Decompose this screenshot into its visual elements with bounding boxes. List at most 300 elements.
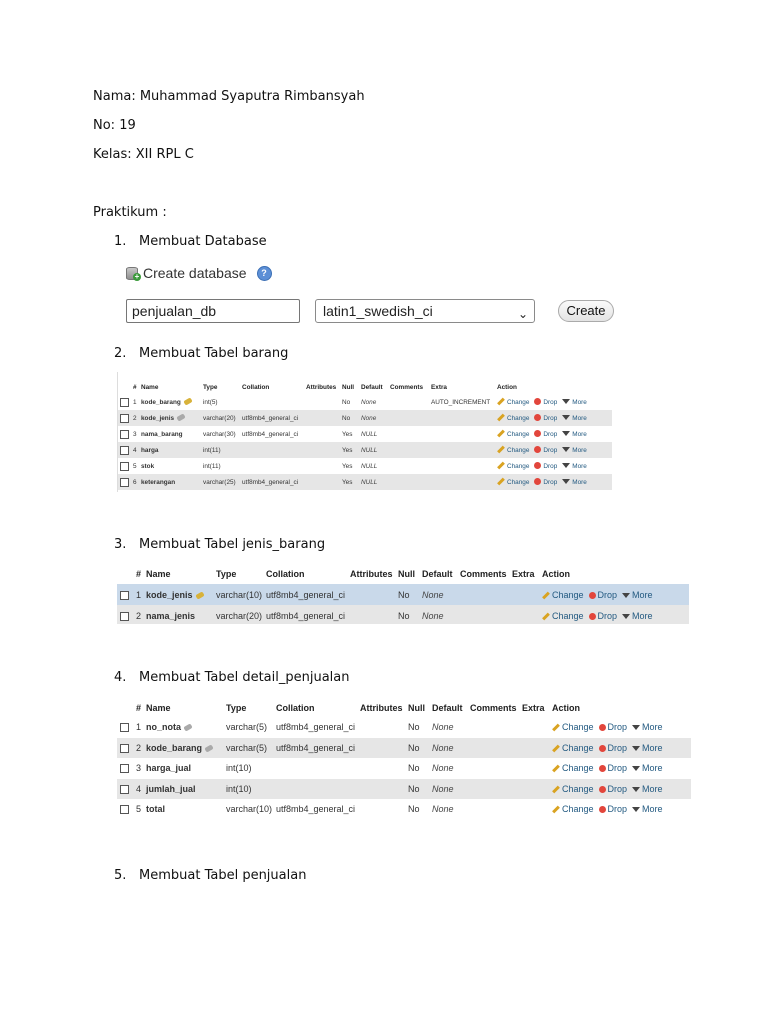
column-null: No — [340, 410, 359, 426]
row-number: 2 — [133, 605, 143, 624]
table-row — [118, 410, 612, 426]
row-select-cell — [118, 442, 131, 458]
pencil-icon — [542, 612, 550, 620]
column-header-null: Null — [408, 703, 425, 713]
drop-label: Drop — [607, 804, 628, 815]
column-name: keterangan — [141, 478, 176, 486]
column-actions — [495, 394, 612, 410]
row-number: 5 — [133, 799, 143, 820]
column-type: int(11) — [201, 442, 240, 458]
column-header-null: Null — [398, 569, 415, 579]
column-attributes — [304, 458, 340, 474]
column-name: kode_barang — [146, 742, 203, 753]
triangle-down-icon — [562, 479, 570, 484]
drop-label: Drop — [597, 610, 618, 621]
step-title: Membuat Tabel penjualan — [139, 868, 307, 883]
change-label: Change — [562, 742, 594, 753]
row-select-cell — [117, 799, 133, 820]
triangle-down-icon — [632, 807, 640, 812]
column-extra — [519, 758, 549, 779]
student-name: Nama: Muhammad Syaputra Rimbansyah — [93, 89, 365, 104]
column-null: No — [395, 605, 419, 624]
column-null: Yes — [340, 474, 359, 490]
row-number: 2 — [131, 410, 139, 426]
table-row — [118, 394, 612, 410]
drop-icon — [589, 613, 596, 620]
triangle-down-icon — [622, 593, 630, 598]
column-collation: utf8mb4_general_ci — [263, 605, 347, 624]
pencil-icon — [542, 591, 550, 599]
column-name: total — [146, 804, 165, 815]
step-title: Membuat Tabel barang — [139, 346, 289, 361]
more-action[interactable] — [562, 431, 587, 438]
row-select-cell — [117, 584, 133, 605]
change-action[interactable] — [497, 479, 529, 486]
pencil-icon — [497, 478, 505, 486]
row-checkbox[interactable] — [120, 478, 129, 487]
triangle-down-icon — [632, 766, 640, 771]
column-name-cell — [143, 779, 223, 800]
column-null: No — [405, 779, 429, 800]
more-action[interactable] — [562, 415, 587, 422]
change-label: Change — [562, 804, 594, 815]
column-comments — [467, 799, 519, 820]
table-row — [118, 442, 612, 458]
column-name-cell — [143, 738, 223, 759]
column-actions — [549, 799, 691, 820]
column-attributes — [357, 717, 405, 738]
column-default: None — [429, 758, 467, 779]
pencil-icon — [552, 806, 560, 814]
column-header-comments: Comments — [460, 569, 507, 579]
column-default: None — [419, 584, 457, 605]
row-number: 5 — [131, 458, 139, 474]
drop-action[interactable] — [589, 611, 618, 621]
column-name-cell — [139, 410, 201, 426]
column-comments — [467, 779, 519, 800]
more-label: More — [572, 478, 587, 486]
header-select-cell — [117, 564, 133, 584]
change-action[interactable] — [497, 447, 529, 454]
drop-label: Drop — [607, 763, 628, 774]
more-label: More — [642, 783, 663, 794]
drop-label: Drop — [543, 478, 558, 486]
column-comments — [467, 738, 519, 759]
column-header-collation: Collation — [276, 703, 315, 713]
column-actions — [539, 584, 689, 605]
table-row — [118, 474, 612, 490]
column-header-comments: Comments — [470, 703, 517, 713]
column-actions — [549, 717, 691, 738]
more-action[interactable] — [632, 722, 663, 732]
row-checkbox[interactable] — [120, 744, 129, 753]
drop-label: Drop — [543, 398, 558, 406]
more-label: More — [642, 722, 663, 733]
row-checkbox[interactable] — [120, 414, 129, 423]
column-type: int(11) — [201, 458, 240, 474]
row-checkbox[interactable] — [120, 398, 129, 407]
detail-penjualan-structure-screenshot — [117, 699, 691, 821]
column-attributes — [357, 758, 405, 779]
row-checkbox[interactable] — [120, 446, 129, 455]
drop-icon — [534, 478, 541, 485]
column-header-action: Action — [542, 569, 570, 579]
column-type: varchar(30) — [201, 426, 240, 442]
row-checkbox[interactable] — [120, 462, 129, 471]
triangle-down-icon — [562, 399, 570, 404]
step-number: 5. — [114, 868, 127, 883]
column-default: NULL — [359, 474, 388, 490]
column-null: No — [405, 717, 429, 738]
triangle-down-icon — [562, 447, 570, 452]
column-extra — [429, 426, 495, 442]
pencil-icon — [497, 398, 505, 406]
database-name-input[interactable]: penjualan_db — [126, 299, 300, 323]
help-icon[interactable]: ? — [257, 266, 272, 281]
drop-action[interactable] — [534, 399, 557, 406]
column-default: NULL — [359, 442, 388, 458]
row-checkbox[interactable] — [120, 785, 129, 794]
step-2-heading — [114, 346, 288, 361]
more-action[interactable] — [562, 463, 587, 470]
column-actions — [495, 410, 612, 426]
drop-label: Drop — [607, 742, 628, 753]
row-checkbox[interactable] — [120, 591, 129, 600]
table-row — [117, 605, 689, 624]
column-name: nama_barang — [141, 430, 183, 438]
column-header-attributes: Attributes — [360, 703, 403, 713]
column-comments — [457, 584, 509, 605]
column-attributes — [304, 474, 340, 490]
column-extra — [429, 442, 495, 458]
table-row — [117, 717, 691, 738]
column-header-number: # — [136, 703, 142, 713]
drop-action[interactable] — [599, 743, 628, 753]
column-collation: utf8mb4_general_ci — [273, 799, 357, 820]
triangle-down-icon — [632, 725, 640, 730]
pencil-icon — [552, 765, 560, 773]
change-action[interactable] — [552, 804, 594, 814]
drop-action[interactable] — [534, 415, 557, 422]
column-extra — [519, 779, 549, 800]
column-header-name: Name — [146, 569, 171, 579]
column-type: varchar(10) — [213, 584, 263, 605]
column-header-name: Name — [146, 703, 171, 713]
column-extra — [429, 474, 495, 490]
more-action[interactable] — [562, 447, 587, 454]
more-action[interactable] — [622, 611, 653, 621]
column-name-cell — [139, 458, 201, 474]
change-action[interactable] — [497, 463, 529, 470]
drop-action[interactable] — [599, 784, 628, 794]
change-label: Change — [562, 763, 594, 774]
column-header-extra: Extra — [431, 384, 447, 391]
drop-action[interactable] — [534, 463, 557, 470]
column-name: kode_jenis — [141, 414, 175, 422]
change-label: Change — [552, 589, 584, 600]
column-actions — [495, 426, 612, 442]
column-extra: AUTO_INCREMENT — [429, 394, 495, 410]
row-select-cell — [117, 779, 133, 800]
step-1-heading — [114, 234, 267, 249]
drop-icon — [599, 786, 606, 793]
column-extra — [519, 799, 549, 820]
column-name: no_nota — [146, 722, 181, 733]
table-row — [117, 758, 691, 779]
header-select-cell — [117, 699, 133, 717]
column-extra — [519, 717, 549, 738]
column-type: varchar(5) — [223, 738, 273, 759]
more-action[interactable] — [632, 763, 663, 773]
column-null: Yes — [340, 426, 359, 442]
column-name-cell — [143, 605, 213, 624]
header-select-cell — [118, 381, 131, 394]
column-name: harga — [141, 446, 159, 454]
drop-icon — [534, 430, 541, 437]
row-number: 4 — [133, 779, 143, 800]
column-name: nama_jenis — [146, 610, 196, 621]
column-attributes — [304, 426, 340, 442]
drop-label: Drop — [543, 446, 558, 454]
drop-icon — [599, 745, 606, 752]
more-label: More — [572, 446, 587, 454]
row-number: 2 — [133, 738, 143, 759]
drop-icon — [589, 592, 596, 599]
row-checkbox[interactable] — [120, 805, 129, 814]
column-extra — [509, 605, 539, 624]
column-collation — [273, 779, 357, 800]
change-action[interactable] — [542, 590, 584, 600]
jenis-barang-structure-table — [117, 564, 689, 624]
column-null: No — [405, 758, 429, 779]
change-action[interactable] — [552, 784, 594, 794]
collation-select[interactable] — [315, 299, 535, 323]
more-action[interactable] — [632, 784, 663, 794]
drop-icon — [534, 398, 541, 405]
jenis-barang-structure-screenshot — [117, 564, 689, 624]
drop-icon — [599, 724, 606, 731]
triangle-down-icon — [562, 415, 570, 420]
drop-label: Drop — [543, 414, 558, 422]
column-header-default: Default — [361, 384, 383, 391]
create-button[interactable]: Create — [558, 300, 614, 322]
column-name-cell — [143, 584, 213, 605]
chevron-down-icon: ⌄ — [517, 307, 528, 321]
change-action[interactable] — [552, 763, 594, 773]
column-type: varchar(10) — [223, 799, 273, 820]
column-header-attributes: Attributes — [350, 569, 393, 579]
column-attributes — [357, 738, 405, 759]
row-checkbox[interactable] — [120, 764, 129, 773]
change-label: Change — [507, 398, 530, 406]
triangle-down-icon — [632, 787, 640, 792]
drop-action[interactable] — [534, 479, 557, 486]
column-default: None — [429, 738, 467, 759]
column-actions — [549, 758, 691, 779]
row-number: 4 — [131, 442, 139, 458]
pencil-icon — [497, 414, 505, 422]
column-header-attributes: Attributes — [306, 384, 337, 391]
drop-label: Drop — [607, 722, 628, 733]
change-label: Change — [562, 783, 594, 794]
column-header-number: # — [133, 384, 137, 391]
row-select-cell — [118, 426, 131, 442]
column-name: stok — [141, 462, 155, 470]
column-collation — [240, 442, 304, 458]
column-header-extra: Extra — [512, 569, 535, 579]
column-header-number: # — [136, 569, 142, 579]
change-action[interactable] — [497, 399, 529, 406]
column-actions — [549, 738, 691, 759]
column-type: int(5) — [201, 394, 240, 410]
column-header-comments: Comments — [390, 384, 424, 391]
column-collation: utf8mb4_general_ci — [273, 738, 357, 759]
more-action[interactable] — [562, 399, 587, 406]
column-comments — [388, 394, 429, 410]
index-key-icon — [204, 744, 213, 752]
column-header-type: Type — [226, 703, 247, 713]
more-label: More — [572, 398, 587, 406]
column-type: int(10) — [223, 779, 273, 800]
change-action[interactable] — [552, 743, 594, 753]
column-attributes — [357, 799, 405, 820]
row-checkbox[interactable] — [120, 612, 129, 621]
praktikum-label: Praktikum : — [93, 205, 167, 220]
pencil-icon — [552, 785, 560, 793]
column-extra — [519, 738, 549, 759]
more-label: More — [572, 414, 587, 422]
column-collation: utf8mb4_general_ci — [263, 584, 347, 605]
drop-icon — [534, 446, 541, 453]
column-attributes — [357, 779, 405, 800]
change-action[interactable] — [552, 722, 594, 732]
barang-structure-screenshot — [117, 372, 612, 492]
column-null: Yes — [340, 458, 359, 474]
column-header-collation: Collation — [266, 569, 305, 579]
column-actions — [539, 605, 689, 624]
more-label: More — [642, 742, 663, 753]
change-action[interactable] — [542, 611, 584, 621]
more-label: More — [632, 610, 653, 621]
column-header-default: Default — [432, 703, 463, 713]
table-row — [118, 458, 612, 474]
step-5-heading — [114, 868, 306, 883]
column-header-action: Action — [497, 384, 517, 391]
column-comments — [388, 426, 429, 442]
pencil-icon — [497, 446, 505, 454]
column-collation — [240, 458, 304, 474]
table-row — [117, 584, 689, 605]
column-name: kode_barang — [141, 398, 181, 406]
change-label: Change — [507, 430, 530, 438]
column-null: Yes — [340, 442, 359, 458]
more-action[interactable] — [622, 590, 653, 600]
column-comments — [457, 605, 509, 624]
column-default: NULL — [359, 458, 388, 474]
row-select-cell — [117, 605, 133, 624]
column-name-cell — [143, 799, 223, 820]
column-comments — [388, 458, 429, 474]
drop-action[interactable] — [534, 431, 557, 438]
column-default: None — [429, 717, 467, 738]
more-action[interactable] — [562, 479, 587, 486]
pencil-icon — [552, 744, 560, 752]
change-label: Change — [507, 414, 530, 422]
column-null: No — [405, 799, 429, 820]
column-extra — [429, 458, 495, 474]
drop-action[interactable] — [599, 804, 628, 814]
row-checkbox[interactable] — [120, 723, 129, 732]
change-action[interactable] — [497, 415, 529, 422]
column-default: NULL — [359, 426, 388, 442]
step-3-heading — [114, 537, 325, 552]
triangle-down-icon — [632, 746, 640, 751]
change-label: Change — [562, 722, 594, 733]
step-title: Membuat Tabel detail_penjualan — [139, 670, 350, 685]
pencil-icon — [497, 430, 505, 438]
step-4-heading — [114, 670, 349, 685]
row-select-cell — [118, 458, 131, 474]
drop-action[interactable] — [599, 763, 628, 773]
row-number: 1 — [133, 584, 143, 605]
create-database-label: Create database — [143, 265, 247, 281]
drop-action[interactable] — [534, 447, 557, 454]
table-row — [117, 738, 691, 759]
column-collation: utf8mb4_general_ci — [273, 717, 357, 738]
column-attributes — [347, 584, 395, 605]
column-null: No — [340, 394, 359, 410]
column-name: kode_jenis — [146, 589, 193, 600]
drop-action[interactable] — [599, 722, 628, 732]
column-attributes — [304, 442, 340, 458]
column-header-default: Default — [422, 569, 453, 579]
row-select-cell — [118, 410, 131, 426]
drop-action[interactable] — [589, 590, 618, 600]
column-null: No — [405, 738, 429, 759]
column-header-name: Name — [141, 384, 159, 391]
column-comments — [467, 758, 519, 779]
index-key-icon — [176, 414, 185, 422]
column-default: None — [359, 394, 388, 410]
column-actions — [495, 458, 612, 474]
row-select-cell — [117, 738, 133, 759]
more-action[interactable] — [632, 743, 663, 753]
row-number: 6 — [131, 474, 139, 490]
row-select-cell — [118, 394, 131, 410]
step-number: 3. — [114, 537, 127, 552]
row-checkbox[interactable] — [120, 430, 129, 439]
primary-key-icon — [195, 591, 204, 599]
drop-label: Drop — [607, 783, 628, 794]
column-attributes — [347, 605, 395, 624]
column-collation — [273, 758, 357, 779]
row-select-cell — [118, 474, 131, 490]
table-row — [117, 779, 691, 800]
change-label: Change — [507, 446, 530, 454]
primary-key-icon — [183, 398, 192, 406]
column-name-cell — [139, 442, 201, 458]
change-label: Change — [507, 478, 530, 486]
drop-label: Drop — [543, 462, 558, 470]
column-default: None — [429, 799, 467, 820]
column-header-action: Action — [552, 703, 580, 713]
change-action[interactable] — [497, 431, 529, 438]
create-database-title — [126, 265, 272, 281]
pencil-icon — [552, 724, 560, 732]
more-action[interactable] — [632, 804, 663, 814]
column-type: varchar(25) — [201, 474, 240, 490]
column-name-cell — [139, 394, 201, 410]
